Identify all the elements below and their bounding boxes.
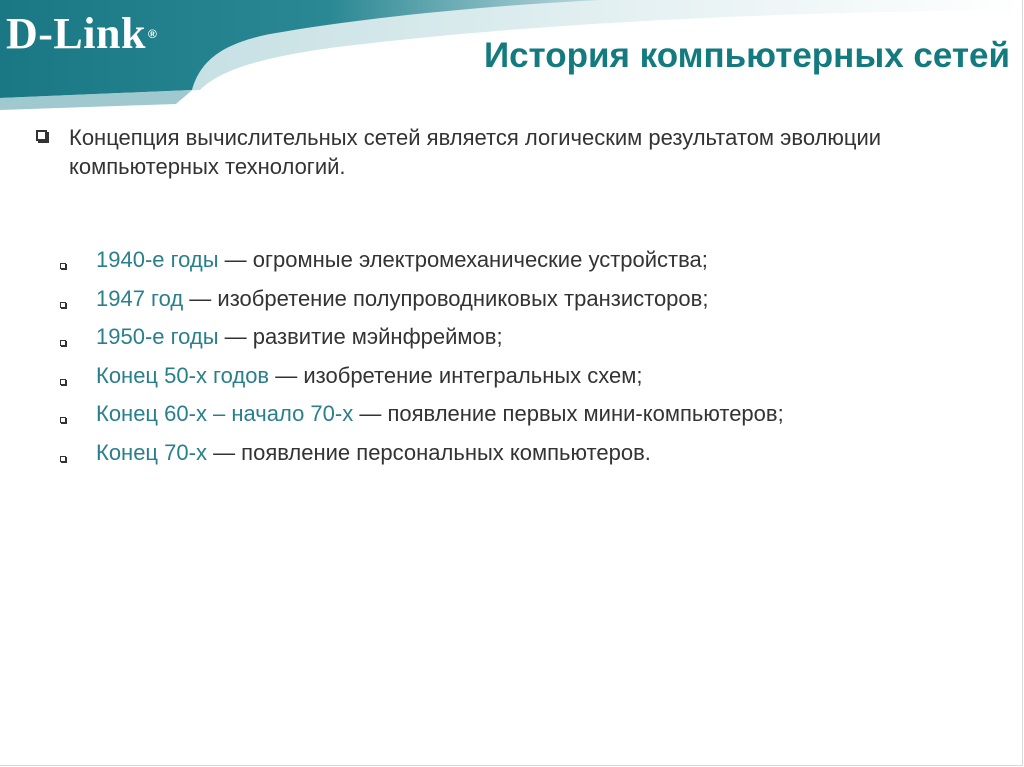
item-date: Конец 50-х годов xyxy=(96,362,270,388)
list-item xyxy=(60,280,1000,319)
item-description: — огромные электромеханические устройства; xyxy=(218,247,708,272)
registered-mark: ® xyxy=(147,27,158,41)
small-square-bullet-icon xyxy=(60,340,66,346)
small-square-bullet-icon xyxy=(60,456,66,462)
small-square-bullet-icon xyxy=(60,263,66,269)
list-item xyxy=(60,241,1000,280)
item-date: Конец 60-х – начало 70-х xyxy=(96,401,354,426)
item-date: 1947 год xyxy=(96,285,184,311)
item-description: — изобретение полупроводниковых транзисторов; xyxy=(183,285,709,311)
item-description: — развитие мэйнфреймов; xyxy=(218,324,503,349)
item-date: 1950-е годы xyxy=(96,324,219,349)
list-item xyxy=(60,318,1000,357)
hollow-square-bullet-icon xyxy=(36,130,47,141)
dlink-logo xyxy=(6,10,157,58)
intro-text: Концепция вычислительных сетей является логическим результатом эволюции компьютерных технологий. xyxy=(69,125,882,179)
list-item xyxy=(60,434,1000,473)
item-description: — появление персональных компьютеров. xyxy=(206,439,651,465)
small-square-bullet-icon xyxy=(60,417,66,423)
item-description: — появление первых мини-компьютеров; xyxy=(353,401,784,426)
intro-paragraph xyxy=(36,123,936,181)
item-date: 1940-е годы xyxy=(96,247,219,272)
small-square-bullet-icon xyxy=(60,302,66,308)
timeline-list xyxy=(60,241,1000,472)
item-description: — изобретение интегральных схем; xyxy=(269,362,643,388)
logo-text: D-Link xyxy=(6,9,146,58)
item-date: Конец 70-х xyxy=(96,439,207,465)
list-item xyxy=(60,395,1000,434)
small-square-bullet-icon xyxy=(60,379,66,385)
slide-title: История компьютерных сетей xyxy=(483,36,1010,75)
list-item xyxy=(60,357,1000,396)
